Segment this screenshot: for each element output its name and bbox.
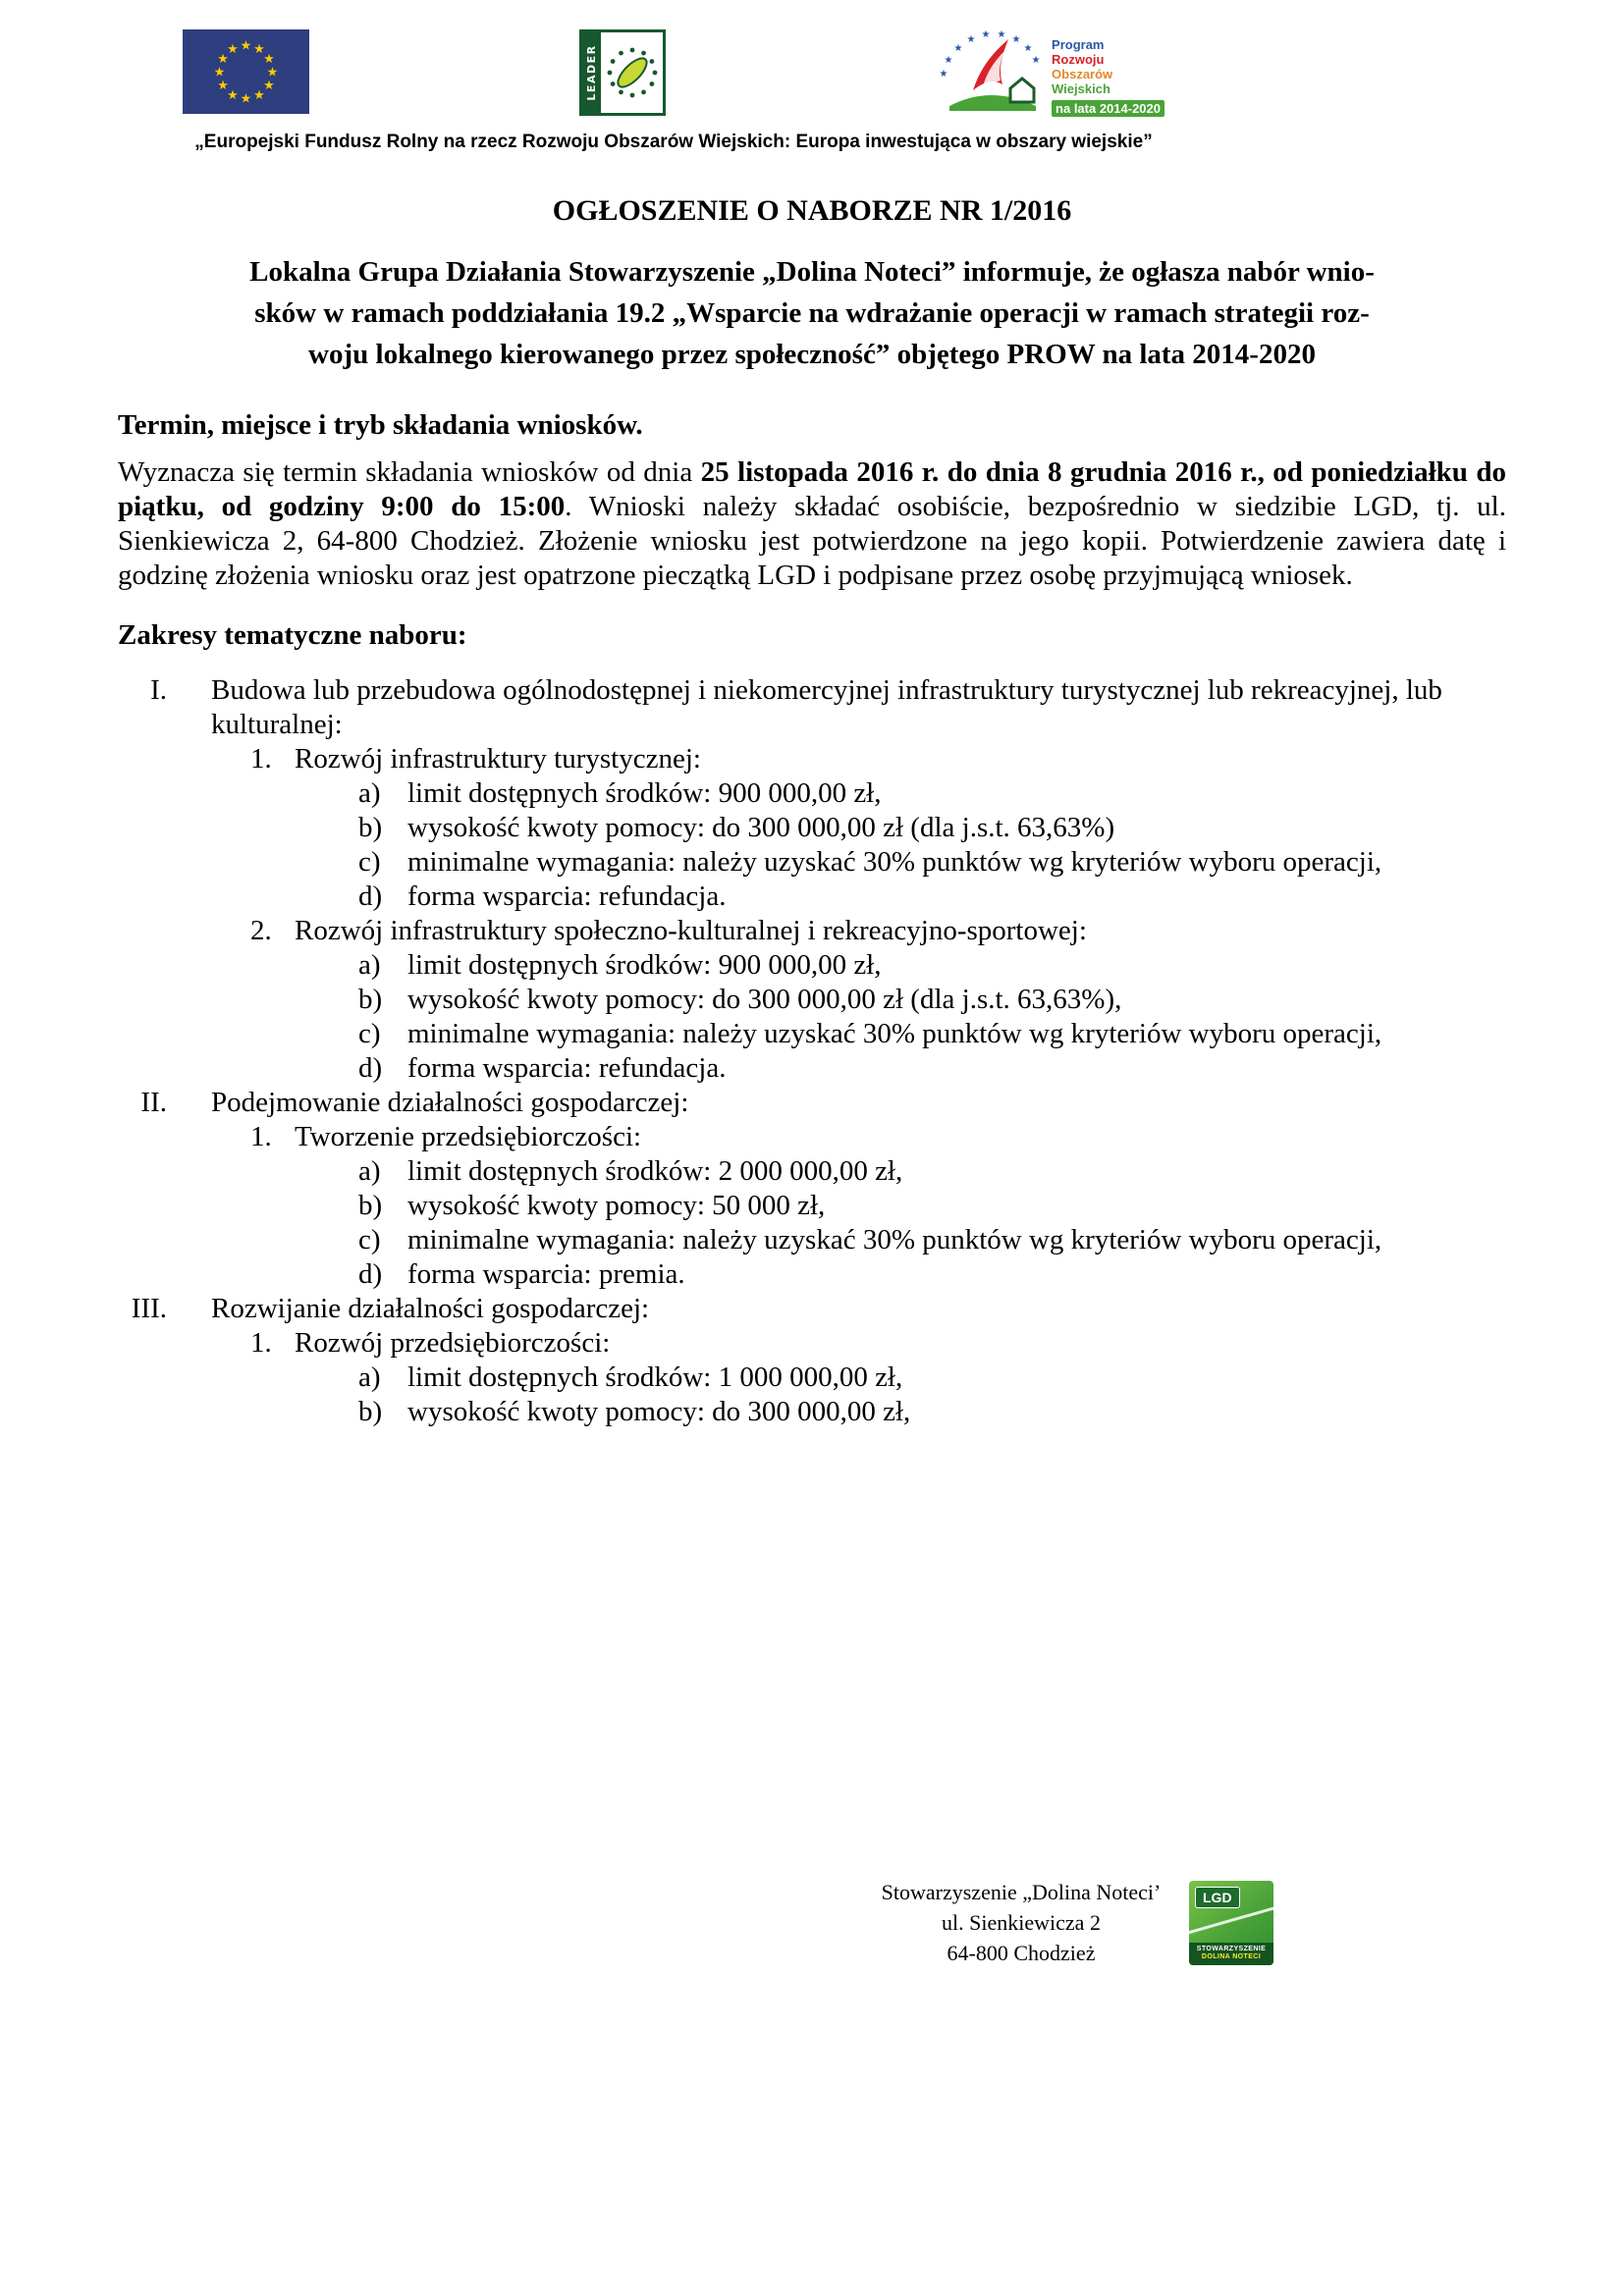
outline-text: wysokość kwoty pomocy: 50 000 zł, — [407, 1190, 826, 1221]
document-title: OGŁOSZENIE O NABORZE NR 1/2016 — [552, 194, 1072, 227]
outline-text: forma wsparcia: refundacja. — [407, 881, 727, 912]
svg-text:★: ★ — [217, 79, 229, 93]
lgd-strip-line2: DOLINA NOTECI — [1201, 1952, 1262, 1960]
intro-line: Lokalna Grupa Działania Stowarzyszenie „Dolina Noteci” informuje, że ogłasza nabór wnio- — [249, 256, 1375, 288]
outline-marker: b) — [358, 984, 383, 1015]
leader-label: LEADER — [585, 44, 599, 101]
outline-point — [118, 880, 1506, 914]
svg-text:★: ★ — [1031, 55, 1041, 66]
outline-point — [118, 845, 1506, 880]
outline-text: forma wsparcia: refundacja. — [407, 1052, 727, 1084]
outline — [118, 673, 1506, 1429]
outline-text: Rozwój przedsiębiorczości: — [295, 1327, 611, 1359]
outline-marker: 1. — [250, 1121, 272, 1152]
section-heading-zakresy: Zakresy tematyczne naboru: — [118, 619, 467, 651]
termin-paragraph — [118, 455, 1506, 593]
lgd-strip — [1189, 1943, 1273, 1965]
outline-point — [118, 811, 1506, 845]
outline-text: wysokość kwoty pomocy: do 300 000,00 zł (dla j.s.t. 63,63%) — [407, 812, 1115, 843]
svg-text:★: ★ — [1023, 43, 1033, 54]
termin-text-before-bold: Wyznacza się termin składania wniosków od dnia — [118, 456, 701, 488]
outline-point — [118, 948, 1506, 983]
header — [183, 29, 1164, 153]
outline-point — [118, 1189, 1506, 1223]
funding-disclaimer: „Europejski Fundusz Rolny na rzecz Rozwoju Obszarów Wiejskich: Europa inwestująca w obszary wiejskie” — [194, 132, 1153, 152]
outline-text: wysokość kwoty pomocy: do 300 000,00 zł, — [407, 1396, 911, 1427]
svg-text:★: ★ — [217, 52, 229, 67]
outline-text: limit dostępnych środków: 900 000,00 zł, — [407, 949, 882, 981]
outline-point — [118, 1257, 1506, 1292]
document-body — [0, 194, 1624, 1429]
outline-text: minimalne wymagania: należy uzyskać 30% punktów wg kryteriów wyboru operacji, — [407, 846, 1382, 878]
footer — [879, 1877, 1273, 1968]
outline-text: Podejmowanie działalności gospodarczej: — [211, 1087, 689, 1118]
prow-logo-graphic — [936, 29, 1046, 116]
section-heading-termin: Termin, miejsce i tryb składania wniosków. — [118, 409, 643, 441]
outline-section — [118, 673, 1506, 742]
leader-logo — [579, 29, 666, 116]
svg-text:★: ★ — [944, 55, 953, 66]
svg-text:★: ★ — [253, 87, 265, 103]
prow-word-wiejskich: Wiejskich — [1052, 81, 1110, 96]
outline-section — [118, 1292, 1506, 1326]
outline-marker: 2. — [250, 915, 272, 946]
outline-marker: 1. — [250, 1327, 272, 1359]
svg-text:★: ★ — [966, 34, 976, 45]
outline-marker: d) — [358, 1052, 383, 1084]
logo-row — [183, 29, 1164, 120]
outline-marker: a) — [358, 949, 381, 981]
outline-marker: b) — [358, 1190, 383, 1221]
outline-text: Rozwój infrastruktury turystycznej: — [295, 743, 701, 774]
footer-city: 64-800 Chodzież — [947, 1941, 1096, 1965]
outline-marker: b) — [358, 812, 383, 843]
outline-marker: a) — [358, 1362, 381, 1393]
svg-text:★: ★ — [997, 29, 1006, 40]
svg-text:★: ★ — [939, 69, 948, 80]
prow-word-obszarow: Obszarów — [1052, 67, 1113, 81]
svg-text:★: ★ — [240, 38, 252, 54]
svg-text:★: ★ — [981, 29, 991, 40]
outline-marker: III. — [131, 1293, 167, 1324]
outline-text: Budowa lub przebudowa ogólnodostępnej i niekomercyjnej infrastruktury turystycznej lub rekreacyjnej, lub kulturalnej: — [211, 674, 1442, 740]
outline-text: minimalne wymagania: należy uzyskać 30% punktów wg kryteriów wyboru operacji, — [407, 1018, 1382, 1049]
intro-line: sków w ramach poddziałania 19.2 „Wsparcie na wdrażanie operacji w ramach strategii roz- — [254, 297, 1370, 329]
outline-point — [118, 1017, 1506, 1051]
outline-text: Rozwój infrastruktury społeczno-kulturalnej i rekreacyjno-sportowej: — [295, 915, 1087, 946]
intro-paragraph — [118, 251, 1506, 375]
outline-marker: a) — [358, 777, 381, 809]
outline-marker: II. — [140, 1087, 167, 1118]
footer-address-block — [879, 1877, 1164, 1968]
svg-text:★: ★ — [263, 79, 275, 93]
prow-word-program: Program — [1052, 37, 1105, 52]
outline-marker: c) — [358, 1224, 381, 1255]
outline-point — [118, 1051, 1506, 1086]
outline-point — [118, 776, 1506, 811]
outline-text: Rozwijanie działalności gospodarczej: — [211, 1293, 650, 1324]
outline-text: limit dostępnych środków: 900 000,00 zł, — [407, 777, 882, 809]
outline-text: limit dostępnych środków: 2 000 000,00 zł, — [407, 1155, 903, 1187]
prow-word-rozwoju: Rozwoju — [1052, 52, 1105, 67]
outline-subsection — [118, 742, 1506, 776]
termin-text-after-bold: . Wnioski należy składać osobiście, bezpośrednio w siedzibie LGD, tj. ul. Sienkiewicza 2, 64-800 Chodzież. Złożenie wniosku jest potwierdzone na jego kopii. Potwierdzenie zawiera datę i godzinę złożenia wniosku oraz jest opatrzone pieczątką LGD i podpisane przez osobę przyjmującą wniosek. — [118, 491, 1506, 591]
outline-subsection — [118, 1120, 1506, 1154]
outline-point — [118, 1361, 1506, 1395]
svg-text:★: ★ — [227, 42, 239, 58]
outline-subsection — [118, 914, 1506, 948]
footer-street: ul. Sienkiewicza 2 — [942, 1910, 1101, 1935]
lgd-strip-line1: STOWARZYSZENIE — [1196, 1945, 1267, 1952]
outline-marker: I. — [150, 674, 167, 706]
lgd-logo — [1189, 1881, 1273, 1965]
outline-marker: d) — [358, 881, 383, 912]
lgd-badge: LGD — [1195, 1887, 1240, 1908]
prow-house — [1010, 79, 1034, 102]
svg-text:★: ★ — [213, 65, 226, 80]
outline-point — [118, 1223, 1506, 1257]
intro-line: woju lokalnego kierowanego przez społeczność” objętego PROW na lata 2014-2020 — [308, 339, 1316, 370]
svg-text:★: ★ — [263, 52, 275, 67]
svg-text:★: ★ — [240, 91, 252, 107]
outline-point — [118, 1154, 1506, 1189]
termin-dates-bold: 25 listopada 2016 r. do dnia 8 grudnia 2016 r., od poniedziałku do piątku, od godziny 9:00 do 15:00 — [118, 456, 1506, 522]
svg-text:★: ★ — [227, 87, 239, 103]
outline-marker: a) — [358, 1155, 381, 1187]
prow-logo-text — [1052, 29, 1164, 117]
outline-text: minimalne wymagania: należy uzyskać 30% punktów wg kryteriów wyboru operacji, — [407, 1224, 1382, 1255]
outline-marker: 1. — [250, 743, 272, 774]
outline-point — [118, 983, 1506, 1017]
outline-marker: c) — [358, 1018, 381, 1049]
footer-org-name: Stowarzyszenie „Dolina Noteci’ — [881, 1880, 1162, 1904]
outline-text: wysokość kwoty pomocy: do 300 000,00 zł (dla j.s.t. 63,63%), — [407, 984, 1122, 1015]
prow-years-banner: na lata 2014-2020 — [1052, 100, 1164, 117]
outline-text: Tworzenie przedsiębiorczości: — [295, 1121, 642, 1152]
eu-flag-logo — [183, 29, 309, 114]
svg-text:★: ★ — [953, 43, 963, 54]
outline-marker: d) — [358, 1258, 383, 1290]
outline-text: forma wsparcia: premia. — [407, 1258, 685, 1290]
outline-marker: b) — [358, 1396, 383, 1427]
outline-point — [118, 1395, 1506, 1429]
outline-text: limit dostępnych środków: 1 000 000,00 zł, — [407, 1362, 903, 1393]
outline-subsection — [118, 1326, 1506, 1361]
outline-marker: c) — [358, 846, 381, 878]
prow-logo — [936, 29, 1164, 117]
svg-text:★: ★ — [253, 42, 265, 58]
outline-section — [118, 1086, 1506, 1120]
svg-text:★: ★ — [1011, 34, 1021, 45]
svg-text:★: ★ — [266, 65, 279, 80]
